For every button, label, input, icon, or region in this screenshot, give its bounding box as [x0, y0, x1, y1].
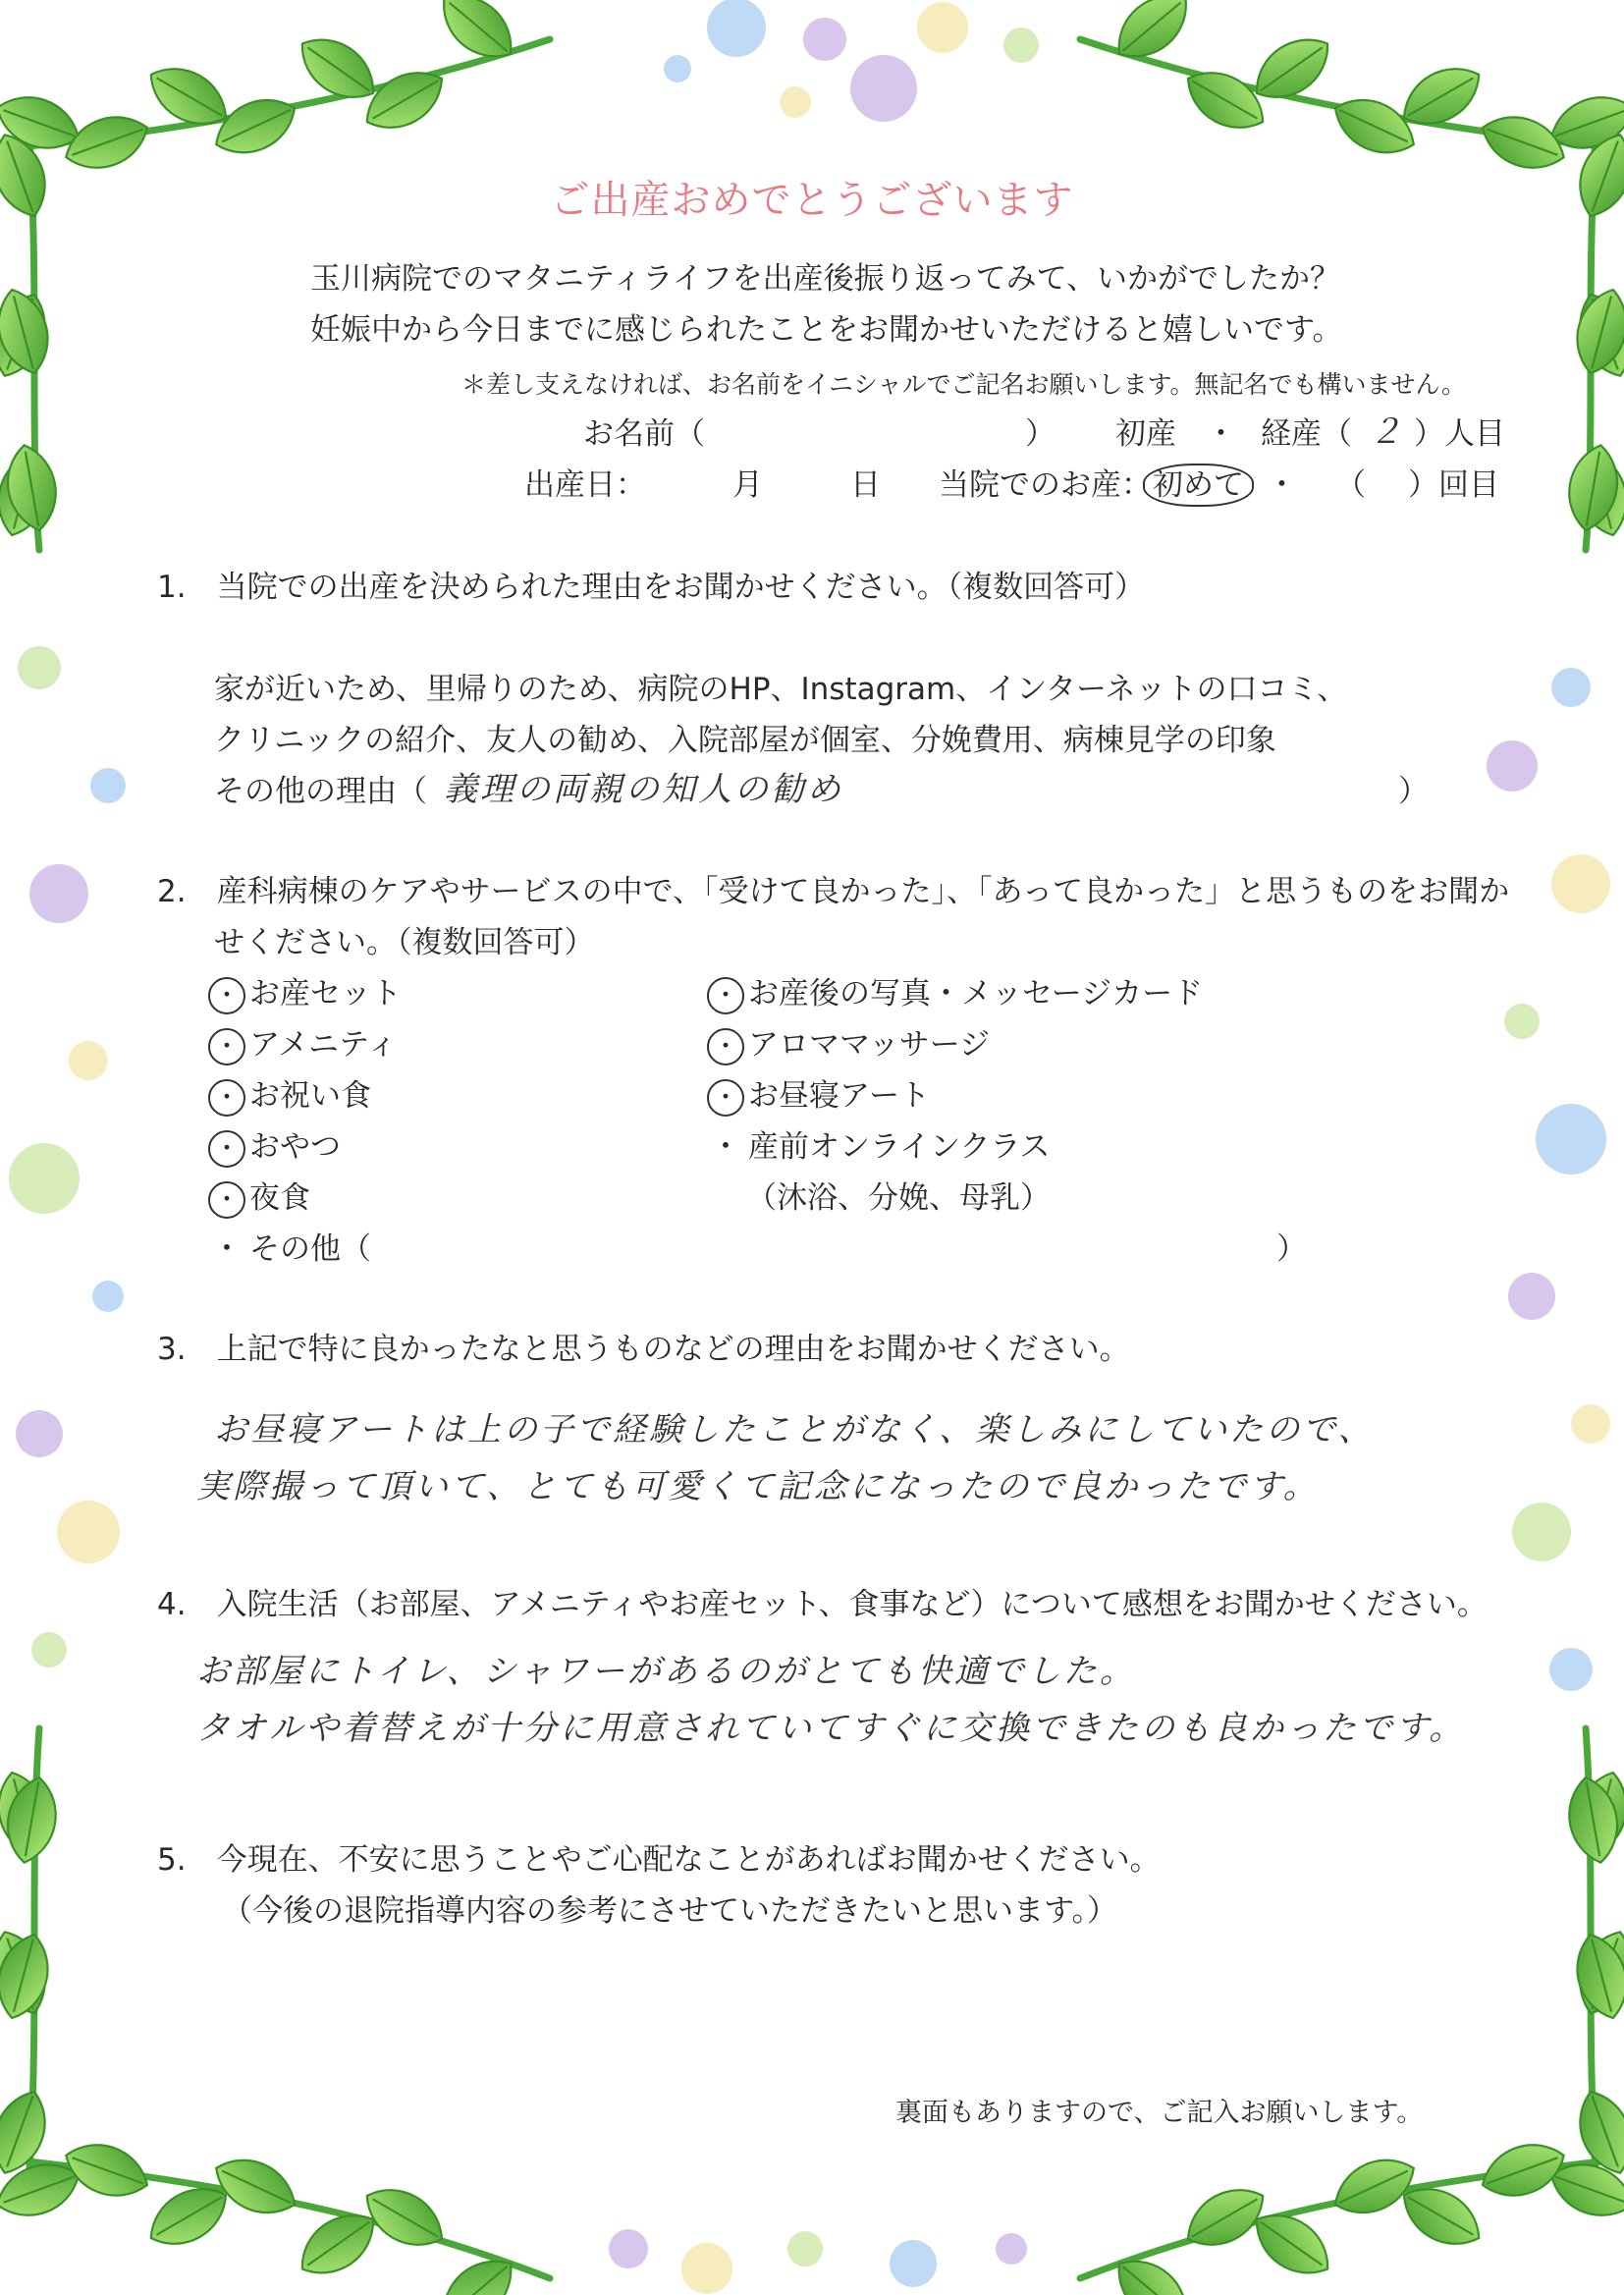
option-aroma-massage	[707, 1025, 990, 1066]
polka-dot-icon	[1571, 1404, 1610, 1444]
leaf-icon	[58, 106, 155, 180]
check-circle-mark: ・	[208, 1028, 245, 1066]
q1-reasons-line-2: クリニックの紹介、友人の勧め、入院部屋が個室、分娩費用、病棟見学の印象	[214, 723, 1276, 758]
first-birth-option: 初産	[1115, 416, 1176, 452]
option-label: 夜食	[249, 1180, 310, 1216]
check-circle-mark: ・	[208, 1130, 245, 1168]
option-label: おやつ	[249, 1129, 341, 1165]
question-1: 1. 当院での出産を決められた理由をお聞かせください。（複数回答可）	[157, 570, 1146, 605]
q1-reasons-line-1: 家が近いため、里帰りのため、病院のHP、Instagram、インターネットの口コミ、	[214, 672, 1348, 707]
polka-dot-icon	[57, 1501, 120, 1563]
option-birth-set	[208, 974, 402, 1014]
polka-dot-icon	[850, 55, 917, 122]
intro-line-2: 妊娠中から今日までに感じられたことをお聞かせいただけると嬉しいです。	[310, 312, 1343, 348]
polka-dot-icon	[1536, 1104, 1606, 1175]
month-label: 月	[732, 467, 763, 503]
option-night-meal	[208, 1178, 310, 1219]
question-5-sub: （今後の退院指導内容の参考にさせていただきたいと思います。）	[222, 1893, 1118, 1929]
question-3: 3. 上記で特に良かったなと思うものなどの理由をお聞かせください。	[157, 1332, 1130, 1367]
name-close: ）	[1025, 416, 1056, 452]
parity-suffix: ）人目	[1414, 416, 1505, 452]
separator-dot: ・	[1206, 416, 1236, 452]
q3-answer-line-2: 実際撮って頂いて、とても可愛くて記念になったので良かったです。	[196, 1467, 1320, 1506]
polka-dot-icon	[780, 86, 811, 118]
check-circle-mark: ・	[707, 1028, 744, 1066]
polka-dot-icon	[90, 768, 126, 803]
leaf-icon	[1475, 2133, 1572, 2207]
option-other	[208, 1229, 371, 1269]
polka-dot-icon	[1551, 668, 1591, 707]
option-label: お産セット	[249, 976, 402, 1011]
hospital-birth-label: 当院でのお産：	[939, 467, 1152, 503]
option-photo-message-card	[707, 974, 1203, 1014]
polka-dot-icon	[890, 2240, 937, 2287]
option-snacks	[208, 1127, 341, 1168]
q1-other-label: その他の理由（	[214, 774, 427, 809]
question-2-line-1: 2. 産科病棟のケアやサービスの中で、「受けて良かった」、「あって良かった」と思うものをお聞か	[157, 874, 1510, 909]
check-circle-mark: ・	[208, 977, 245, 1014]
option-label: その他（	[249, 1231, 371, 1267]
polka-dot-icon	[18, 646, 61, 689]
q3-answer-line-1: お昼寝アートは上の子で経験したことがなく、楽しみにしていたので、	[214, 1410, 1375, 1449]
polka-dot-icon	[9, 1143, 80, 1214]
polka-dot-icon	[1549, 1648, 1593, 1691]
initials-note: ＊差し支えなければ、お名前をイニシャルでご記名お願いします。無記名でも構いません。	[461, 370, 1467, 399]
polka-dot-icon	[92, 1281, 124, 1312]
question-5: 5. 今現在、不安に思うことやご心配なことがあればお聞かせください。	[157, 1842, 1161, 1878]
polka-dot-icon	[1551, 854, 1610, 913]
check-circle-mark: ・	[208, 1079, 245, 1117]
polka-dot-icon	[1504, 1004, 1540, 1039]
option-nap-art	[707, 1076, 930, 1117]
birth-date-label: 出産日：	[524, 467, 646, 503]
polka-dot-icon	[69, 1041, 108, 1080]
first-time-circled: 初めて	[1143, 464, 1254, 507]
option-celebration-meal	[208, 1076, 371, 1117]
polka-dot-icon	[996, 2233, 1027, 2265]
reverse-side-note: 裏面もありますので、ご記入お願いします。	[895, 2098, 1424, 2128]
polka-dot-icon	[31, 1632, 67, 1667]
page-title: ご出産おめでとうございます	[550, 178, 1074, 223]
day-label: 日	[850, 467, 881, 503]
polka-dot-icon	[1003, 27, 1039, 63]
name-label: お名前（	[583, 416, 705, 452]
polka-dot-icon	[16, 1410, 63, 1457]
q1-other-answer: 義理の両親の知人の勧め	[444, 770, 843, 809]
bullet-mark: ・	[710, 1129, 741, 1165]
check-circle-mark: ・	[208, 1181, 245, 1219]
q4-answer-line-2: タオルや着替えが十分に用意されていてすぐに交換できたのも良かったです。	[196, 1709, 1466, 1748]
polka-dot-icon	[681, 2243, 732, 2294]
polka-dot-icon	[707, 0, 766, 57]
option-label: お祝い食	[249, 1078, 371, 1114]
option-label: お産後の写真・メッセージカード	[748, 976, 1204, 1011]
polka-dot-icon	[609, 2229, 648, 2268]
option-label: お昼寝アート	[748, 1078, 931, 1114]
q1-other-close: ）	[1398, 774, 1429, 809]
multiparous-label: 経産（	[1261, 416, 1352, 452]
separator-dot: ・	[1267, 467, 1297, 503]
polka-dot-icon	[917, 2, 968, 53]
option-amenity	[208, 1025, 398, 1066]
question-4: 4. 入院生活（お部屋、アメニティやお産セット、食事など）について感想をお聞かせください。	[157, 1587, 1488, 1622]
polka-dot-icon	[1487, 740, 1538, 792]
times-suffix: ）回目	[1408, 467, 1499, 503]
option-other-close: ）	[1276, 1231, 1307, 1267]
polka-dot-icon	[787, 2231, 823, 2267]
bullet-mark: ・	[211, 1231, 243, 1267]
option-prenatal-online-class	[707, 1127, 1051, 1167]
intro-line-1: 玉川病院でのマタニティライフを出産後振り返ってみて、いかがでしたか？	[310, 261, 1341, 297]
polka-dot-icon	[1508, 1273, 1555, 1320]
question-2-line-2: せください。（複数回答可）	[214, 925, 595, 960]
polka-dot-icon	[1512, 1503, 1571, 1561]
leaf-icon	[1475, 106, 1572, 180]
polka-dot-icon	[664, 55, 691, 82]
online-class-subjects: （沐浴、分娩、母乳）	[746, 1180, 1051, 1216]
option-label: 産前オンラインクラス	[748, 1129, 1051, 1165]
leaf-icon	[58, 2133, 155, 2207]
parity-value: ２	[1369, 412, 1405, 452]
q4-answer-line-1: お部屋にトイレ、シャワーがあるのがとても快適でした。	[196, 1652, 1136, 1691]
option-label: アメニティ	[249, 1027, 398, 1063]
times-open: （	[1335, 467, 1366, 503]
option-label: アロママッサージ	[748, 1027, 991, 1063]
check-circle-mark: ・	[707, 977, 744, 1014]
polka-dot-icon	[29, 864, 88, 923]
first-time-option	[1143, 464, 1254, 507]
polka-dot-icon	[803, 18, 846, 61]
check-circle-mark: ・	[707, 1079, 744, 1117]
